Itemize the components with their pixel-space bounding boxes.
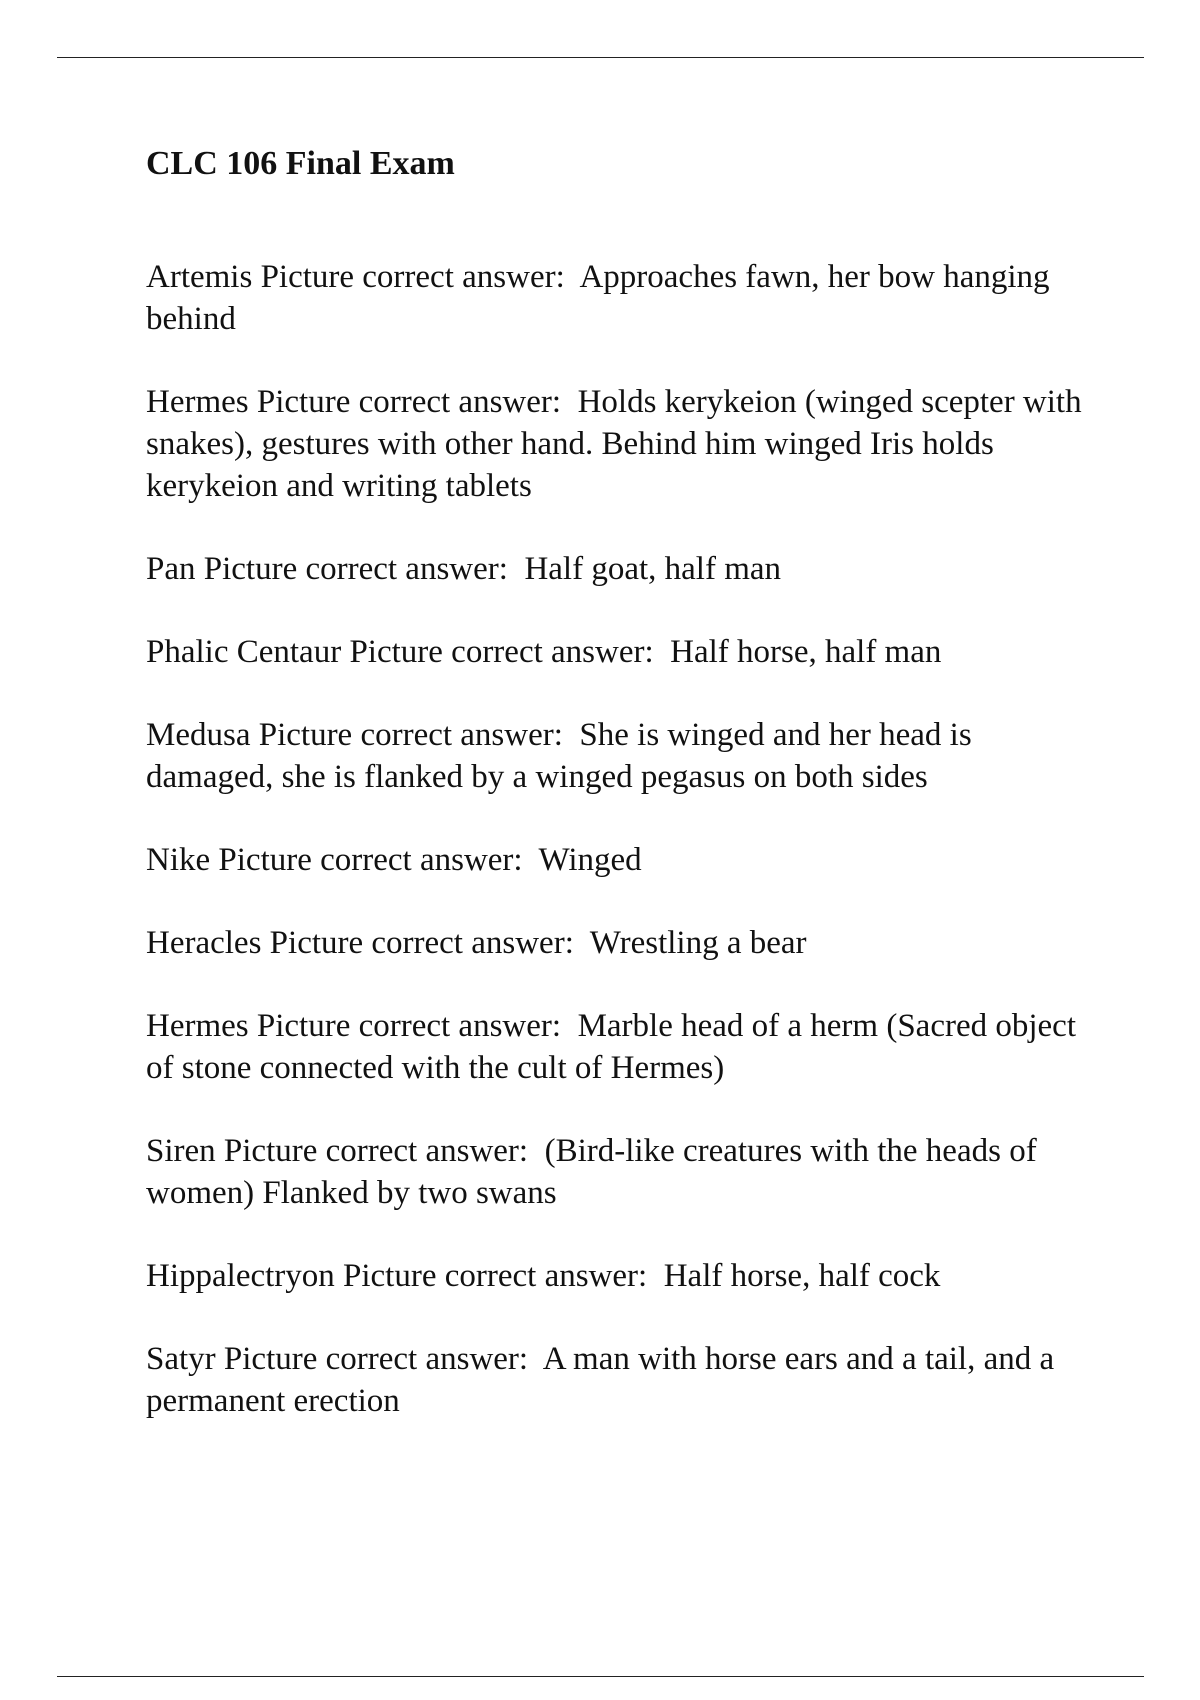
qa-question: Artemis Picture correct answer: — [146, 258, 565, 295]
qa-question: Siren Picture correct answer: — [146, 1132, 529, 1169]
qa-answer: She is winged and her head is damaged, she is flanked by a winged pegasus on both sides — [146, 716, 972, 795]
qa-list — [146, 256, 1106, 1422]
qa-question: Hippalectryon Picture correct answer: — [146, 1257, 648, 1294]
qa-item-nike — [146, 839, 1106, 881]
qa-question: Hermes Picture correct answer: — [146, 1007, 562, 1044]
qa-answer: Half goat, half man — [524, 550, 782, 587]
qa-item-pan — [146, 548, 1106, 590]
qa-question: Hermes Picture correct answer: — [146, 383, 562, 420]
qa-answer: Holds kerykeion (winged scepter with snakes), gestures with other hand. Behind him winged Iris holds kerykeion and writing tablets — [146, 383, 1082, 504]
qa-answer: A man with horse ears and a tail, and a permanent erection — [146, 1340, 1055, 1419]
qa-answer: Wrestling a bear — [589, 924, 807, 961]
qa-item-hippalectryon — [146, 1255, 1106, 1297]
qa-answer: Marble head of a herm (Sacred object of stone connected with the cult of Hermes) — [146, 1007, 1076, 1086]
qa-item-hermes — [146, 381, 1106, 507]
qa-item-centaur — [146, 631, 1106, 673]
qa-item-hermes-herm — [146, 1005, 1106, 1089]
qa-question: Phalic Centaur Picture correct answer: — [146, 633, 654, 670]
qa-answer: (Bird-like creatures with the heads of women) Flanked by two swans — [146, 1132, 1037, 1211]
qa-question: Satyr Picture correct answer: — [146, 1340, 529, 1377]
qa-question: Heracles Picture correct answer: — [146, 924, 574, 961]
qa-item-medusa — [146, 714, 1106, 798]
qa-answer: Half horse, half cock — [663, 1257, 941, 1294]
bottom-rule — [57, 1676, 1144, 1677]
qa-item-heracles — [146, 922, 1106, 964]
qa-item-artemis — [146, 256, 1106, 340]
qa-question: Nike Picture correct answer: — [146, 841, 523, 878]
qa-item-satyr — [146, 1338, 1106, 1422]
qa-answer: Approaches fawn, her bow hanging behind — [146, 258, 1050, 337]
qa-answer: Winged — [538, 841, 642, 878]
qa-answer: Half horse, half man — [670, 633, 942, 670]
top-rule — [57, 57, 1144, 58]
qa-item-siren — [146, 1130, 1106, 1214]
qa-question: Pan Picture correct answer: — [146, 550, 508, 587]
qa-question: Medusa Picture correct answer: — [146, 716, 563, 753]
document-title: CLC 106 Final Exam — [146, 145, 455, 182]
document-body — [146, 143, 1106, 1463]
